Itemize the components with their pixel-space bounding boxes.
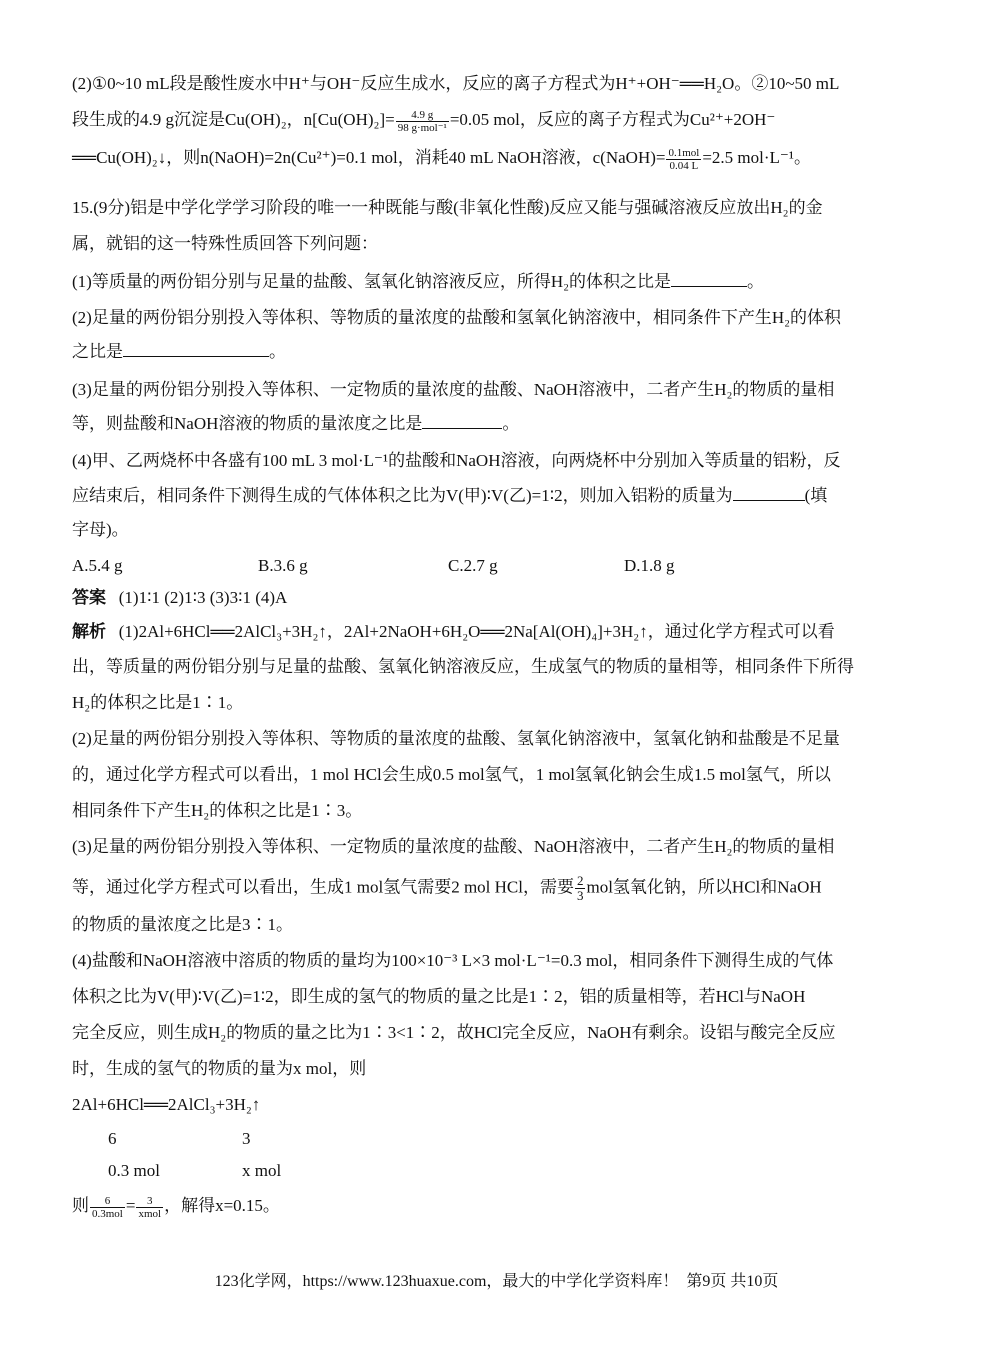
question-15-stem-line-2: 属，就铝的这一特殊性质回答下列问题： (72, 234, 378, 253)
answer-blank (671, 270, 747, 287)
footer-page-number: 第9页 共10页 (686, 1273, 779, 1290)
analysis-4-line-1: (4)盐酸和NaOH溶液中溶质的物质的量均为100×10⁻³ L×3 mol·L⁻¹=0.3 mol，相同条件下测得生成的气体 (72, 951, 834, 970)
question-15-part-4-line-1: (4)甲、乙两烧杯中各盛有100 mL 3 mol·L⁻¹的盐酸和NaOH溶液，向两烧杯中分别加入等质量的铝粉，反 (72, 451, 841, 470)
analysis-1-line-1: 解析 (1)2Al+6HCl══2AlCl₃+3H₂↑，2Al+2NaOH+6H₂O══2Na[Al(OH)₄]+3H₂↑，通过化学方程式可以看 (72, 622, 835, 641)
answer-line (72, 586, 287, 610)
prev-answer-line-3: ══Cu(OH)₂↓，则n(NaOH)=2n(Cu²⁺)=0.1 mol，消耗40 mL NaOH溶液，c(NaOH)= $\frac{\text{0.1mol}}{0.04 L}$ =2.5 mol·L⁻¹。 (72, 146, 811, 172)
analysis-2-line-2: 的，通过化学方程式可以看出，1 mol HCl会生成0.5 mol氢气，1 mol氢氧化钠会生成1.5 mol氢气，所以 (72, 765, 831, 784)
analysis-3-line-3: 的物质的量浓度之比是3∶1。 (72, 915, 293, 934)
option-c: C.2.7 g (448, 556, 498, 575)
analysis-3-line-1: (3)足量的两份铝分别投入等体积、一定物质的量浓度的盐酸、NaOH溶液中，二者产生H₂的物质的量相 (72, 837, 835, 856)
question-15-part-2-line-2: 之比是 。 (72, 342, 286, 361)
page-footer (0, 1268, 993, 1291)
analysis-2-line-3: 相同条件下产生H₂的体积之比是1∶3。 (72, 801, 363, 820)
analysis-2-line-1: (2)足量的两份铝分别投入等体积、等物质的量浓度的盐酸、氢氧化钠溶液中，氢氧化钠和盐酸是不足量 (72, 729, 840, 748)
analysis-1-line-2: 出，等质量的两份铝分别与足量的盐酸、氢氧化钠溶液反应，生成氢气的物质的量相等，相同条件下所得 (72, 657, 854, 676)
answer-blank (733, 484, 805, 501)
option-a: A.5.4 g (72, 556, 123, 575)
chemical-equation: 2Al+6HCl══2AlCl₃+3H₂↑ (72, 1095, 261, 1114)
option-d: D.1.8 g (624, 556, 675, 575)
question-15-part-4-line-2: 应结束后，相同条件下测得生成的气体体积之比为V(甲)∶V(乙)=1∶2，则加入铝粉的质量为 (填 (72, 486, 828, 505)
analysis-3-line-2: 等，通过化学方程式可以看出，生成1 mol氢气需要2 mol HCl，需要 $\frac{2}{3}$ mol氢氧化钠，所以HCl和NaOH (72, 873, 822, 903)
answer-blank (422, 412, 502, 429)
question-15-part-4-line-3: 字母)。 (72, 520, 129, 539)
fraction: $\frac{6}{\text{0.3mol}}$ (92, 1194, 123, 1220)
fraction: $\frac{\text{0.1mol}}{0.04 L}$ (668, 146, 700, 172)
question-15-stem-line-1: 15.(9分)铝是中学化学学习阶段的唯一一种既能与酸(非氧化性酸)反应又能与强碱溶液反应放出H₂的金 (72, 198, 823, 217)
analysis-4-line-3: 完全反应，则生成H₂的物质的量之比为1∶3<1∶2，故HCl完全反应，NaOH有剩余。设铝与酸完全反应 (72, 1023, 836, 1042)
analysis-1-line-3: H₂的体积之比是1∶1。 (72, 693, 244, 712)
answer-text: (1)1∶1 (2)1∶3 (3)3∶1 (4)A (118, 588, 288, 607)
answer-label: 答案 (72, 588, 106, 607)
prev-answer-line-2: 段生成的4.9 g沉淀是Cu(OH)₂，n[Cu(OH)₂]= $\frac{4.9 g}{\text{98 g·mol⁻¹}}$ =0.05 mol，反应的离子方程式为Cu²⁺+2OH⁻ (72, 108, 776, 134)
analysis-4-line-2: 体积之比为V(甲)∶V(乙)=1∶2，即生成的氢气的物质的量之比是1∶2，铝的质量相等，若HCl与NaOH (72, 987, 806, 1006)
equation-coefficient: 6 (108, 1129, 117, 1148)
question-15-part-2-line-1: (2)足量的两份铝分别投入等体积、等物质的量浓度的盐酸和氢氧化钠溶液中，相同条件下产生H₂的体积 (72, 308, 842, 327)
question-15-part-1: (1)等质量的两份铝分别与足量的盐酸、氢氧化钠溶液反应，所得H₂的体积之比是 。 (72, 272, 765, 291)
fraction: $\frac{2}{3}$ (576, 873, 584, 903)
answer-blank (123, 340, 269, 357)
question-15-part-3-line-1: (3)足量的两份铝分别投入等体积、一定物质的量浓度的盐酸、NaOH溶液中，二者产生H₂的物质的量相 (72, 380, 835, 399)
option-b: B.3.6 g (258, 556, 308, 575)
fraction: $\frac{4.9 g}{\text{98 g·mol⁻¹}}$ (397, 108, 447, 134)
solution-line: 则 $\frac{6}{\text{0.3mol}}$ = $\frac{3}{\text{xmol}}$ ，解得x=0.15。 (72, 1194, 280, 1220)
prev-answer-line-1: (2)①0~10 mL段是酸性废水中H⁺与OH⁻反应生成水，反应的离子方程式为H⁺+OH⁻══H₂O。②10~50 mL (72, 74, 840, 93)
fraction: $\frac{3}{\text{xmol}}$ (138, 1194, 162, 1220)
equation-amount: x mol (242, 1161, 282, 1180)
footer-site: 123化学网，https://www.123huaxue.com，最大的中学化学资料库！ (214, 1273, 679, 1290)
analysis-4-line-4: 时，生成的氢气的物质的量为x mol，则 (72, 1059, 367, 1078)
analysis-label: 解析 (72, 622, 106, 641)
question-15-part-3-line-2: 等，则盐酸和NaOH溶液的物质的量浓度之比是 。 (72, 414, 520, 433)
equation-amount: 0.3 mol (108, 1161, 160, 1180)
equation-coefficient: 3 (242, 1129, 251, 1148)
